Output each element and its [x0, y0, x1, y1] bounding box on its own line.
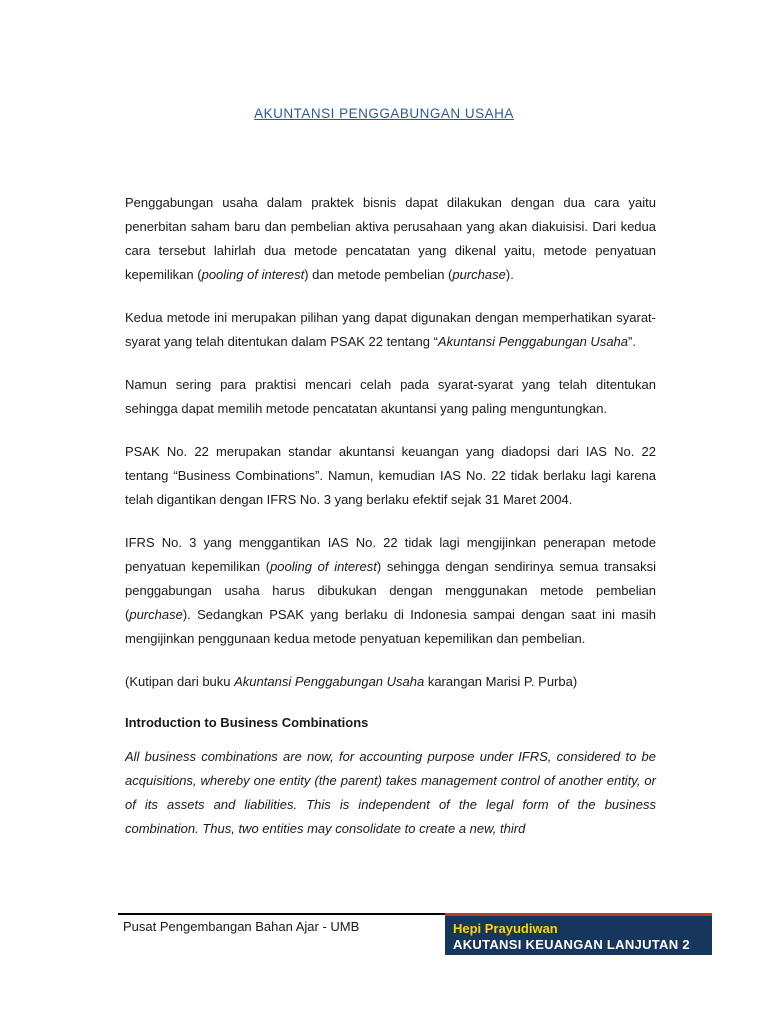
paragraph-1-italic-purchase: purchase	[452, 267, 506, 282]
paragraph-5-text-c: ) sehingga dengan sendirinya semua transaksi penggabungan usaha harus dibukukan dengan menggunakan metode pembelian (	[125, 559, 656, 622]
paragraph-6-citation	[125, 670, 656, 694]
paragraph-5	[125, 531, 656, 651]
paragraph-1-italic-pooling: pooling of interest	[201, 267, 305, 282]
paragraph-1	[125, 191, 656, 287]
paragraph-2	[125, 306, 656, 354]
paragraph-2-italic-title: Akuntansi Penggabungan Usaha	[437, 334, 629, 349]
paragraph-5-italic-purchase: purchase	[129, 607, 183, 622]
footer-institution: Pusat Pengembangan Bahan Ajar - UMB	[123, 919, 360, 934]
paragraph-1-text-e: ).	[505, 267, 514, 282]
paragraph-5-italic-pooling: pooling of interest	[270, 559, 377, 574]
paragraph-2-text-a: Kedua metode ini merupakan pilihan yang dapat digunakan dengan memperhatikan syarat-syarat yang telah ditentukan dalam PSAK 22 tentang “	[125, 310, 656, 349]
footer-course-title: AKUTANSI KEUANGAN LANJUTAN 2	[453, 937, 690, 952]
paragraph-5-text-e: ). Sedangkan PSAK yang berlaku di Indonesia sampai dengan saat ini masih mengijinkan penggunaan kedua metode penyatuan kepemilikan dan pembelian.	[125, 607, 656, 646]
citation-text-c: karangan Marisi P. Purba)	[424, 674, 578, 689]
footer-author: Hepi Prayudiwan	[453, 921, 558, 936]
citation-text-a: (Kutipan dari buku	[125, 674, 235, 689]
paragraph-3: Namun sering para praktisi mencari celah pada syarat-syarat yang telah ditentukan sehingga dapat memilih metode pencatatan akuntansi yang paling menguntungkan.	[125, 377, 656, 416]
section-paragraph: All business combinations are now, for accounting purpose under IFRS, considered to be acquisitions, whereby one entity (the parent) takes management control of another entity, or of its assets and liabilities. This is independent of the legal form of the business combination. Thus, two entities may consolidate to create a new, third	[125, 749, 656, 836]
paragraph-2-text-c: ”.	[628, 334, 636, 349]
footer-author-box	[445, 913, 712, 955]
citation-book-title: Akuntansi Penggabungan Usaha	[234, 674, 425, 689]
paragraph-1-text-a: Penggabungan usaha dalam praktek bisnis dapat dilakukan dengan dua cara yaitu penerbitan saham baru dan pembelian aktiva perusahaan yang akan diakuisisi. Dari kedua cara tersebut lahirlah dua metode pencatatan yang dikenal yaitu, metode penyatuan kepemilikan (	[125, 195, 656, 282]
paragraph-5-text-a: IFRS No. 3 yang menggantikan IAS No. 22 tidak lagi mengijinkan penerapan metode penyatuan kepemilikan (	[125, 535, 656, 574]
document-title: AKUNTANSI PENGGABUNGAN USAHA	[254, 106, 514, 121]
section-heading: Introduction to Business Combinations	[125, 715, 369, 730]
paragraph-1-text-c: ) dan metode pembelian (	[304, 267, 453, 282]
document-body	[125, 191, 656, 860]
paragraph-4: PSAK No. 22 merupakan standar akuntansi keuangan yang diadopsi dari IAS No. 22 tentang “Business Combinations”. Namun, kemudian IAS No. 22 tidak berlaku lagi karena telah digantikan dengan IFRS No. 3 yang berlaku efektif sejak 31 Maret 2004.	[125, 444, 656, 507]
